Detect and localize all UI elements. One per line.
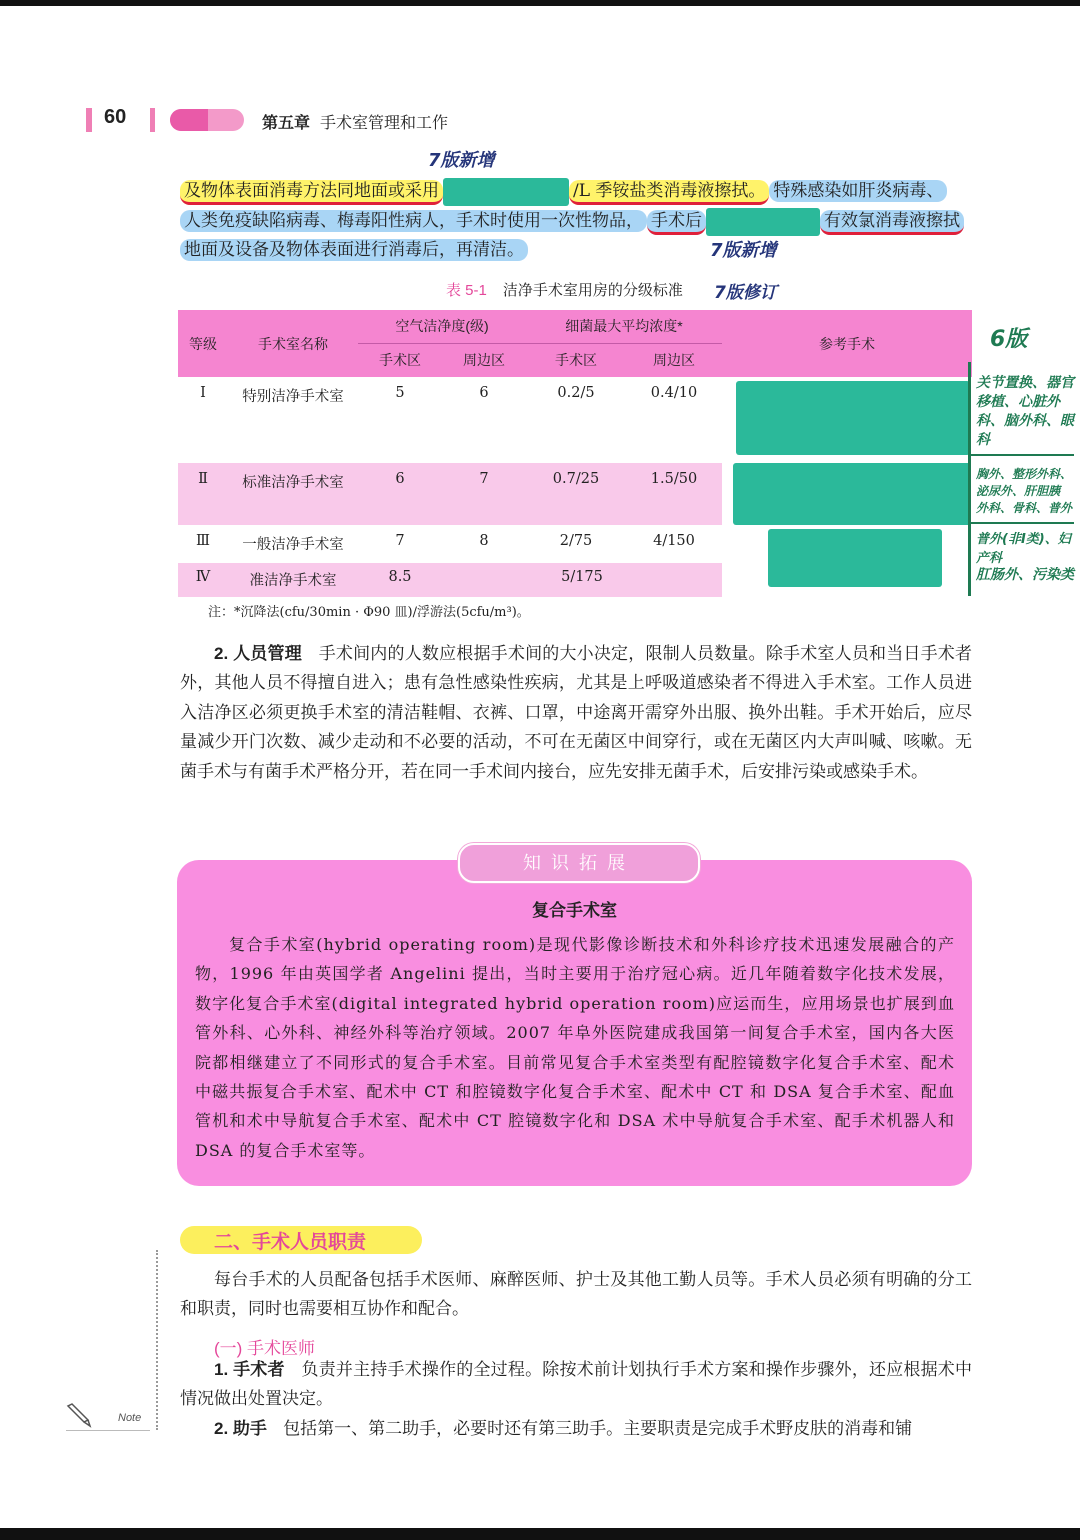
col-header-grade: 等级 (189, 335, 217, 352)
intro-line-3 (180, 235, 528, 260)
cell-grade: Ⅲ (196, 533, 210, 549)
cell-air-peri: 7 (479, 471, 489, 487)
item-text: 包括第一、第二助手，必要时还有第三助手。主要职责是完成手术野皮肤的消毒和铺 (283, 1419, 913, 1439)
knowledge-title: 复合手术室 (532, 901, 617, 920)
cell-name: 准洁净手术室 (249, 573, 337, 589)
cell-air-op: 5 (395, 385, 405, 401)
item-assistant (180, 1414, 972, 1444)
handwritten-note: 7版新增 (428, 150, 495, 171)
cell-air-op: 7 (395, 533, 405, 549)
handwritten-line: 泌尿外、肝胆胰 (976, 484, 1061, 498)
note-line (66, 1430, 150, 1431)
handwritten-note (976, 374, 1080, 450)
col-header-bacteria: 细菌最大平均浓度* (526, 310, 722, 343)
highlight-blue: 有效氯消毒液擦拭 (820, 210, 964, 235)
handwritten-note (976, 466, 1072, 517)
cell-air-peri: 6 (479, 385, 489, 401)
cell-air-op: 6 (395, 471, 405, 487)
chapter-title: 手术室管理和工作 (320, 115, 449, 132)
top-edge (0, 0, 1080, 6)
redaction-mask (768, 529, 942, 587)
margin-dotted-line (156, 1250, 158, 1430)
cell-reference (722, 377, 972, 463)
col-header-op-area: 手术区 (555, 352, 597, 369)
cell-grade: Ⅱ (198, 471, 208, 487)
handwritten-note: 普外(非I类)、妇产科 (976, 532, 1071, 566)
knowledge-text: 复合手术室(hybrid operating room)是现代影像诊断技术和外科诊疗技术迅速发展融合的产物，1996 年由英国学者 Angelini 提出，当时主要用于治疗冠心病。近几年随着数字化技术发展，数字化复合手术室(digital integrated hybrid operation room)应运而生，应用场景也扩展到血管外科、心外科、神经外科等治疗领域。2007 年阜外医院建成我国第一间复合手术室，国内各大医院都相继建立了不同形式的复合手术室。目前常见复合手术室类型有配腔镜数字化复合手术室、配术中磁共振复合手术室、配术中 CT 和腔镜数字化复合手术室、配术中 CT 和 DSA 复合手术室、配血管机和术中导航复合手术室、配术中 CT 腔镜数字化和 DSA 术中导航复合手术室、配手术机器人和 DSA 的复合手术室等。 (195, 935, 955, 1160)
col-header-op-area: 手术区 (379, 352, 421, 369)
handwritten-line: 科、脑外科、眼科 (976, 413, 1074, 448)
cell-air-peri: 8 (479, 533, 489, 549)
highlight-yellow: 及物体表面消毒方法同地面或采用 (180, 180, 443, 205)
highlight-yellow: /L 季铵盐类消毒液擦拭。 (569, 180, 769, 205)
cell-reference (722, 463, 972, 525)
handwritten-line: 移植、心脏外 (976, 394, 1060, 410)
cell-reference (722, 525, 972, 597)
col-header-air: 空气洁净度(级) (358, 310, 526, 343)
item-text: 负责并主持手术操作的全过程。除按术前计划执行手术方案和操作步骤外，还应根据术中情况做出处置决定。 (180, 1360, 973, 1410)
knowledge-body (195, 930, 955, 1165)
table-number: 表 5-1 (446, 282, 487, 299)
handwritten-note: 7版修订 (714, 283, 777, 303)
cell-air-op: 8.5 (388, 569, 412, 585)
handwritten-line: 胸外、整形外科、 (976, 467, 1073, 481)
item-surgeon (180, 1355, 972, 1415)
cell-bact-merged: 5/175 (561, 569, 603, 585)
paragraph-lead: 2. 人员管理 (214, 644, 302, 663)
cell-bact-op: 2/75 (559, 533, 593, 549)
cell-bact-peri: 0.4/10 (650, 385, 698, 401)
table-caption (446, 279, 683, 300)
highlight-blue: 特殊感染如肝炎病毒、 (769, 180, 947, 202)
item-lead: 2. 助手 (214, 1419, 267, 1438)
handwritten-line: 外科、骨科、普外 (976, 501, 1073, 515)
cell-name: 特别洁净手术室 (242, 389, 344, 405)
table-row (178, 463, 972, 525)
header-accent-bar (150, 108, 155, 132)
knowledge-tab: 知识拓展 (458, 843, 700, 883)
cell-bact-peri: 4/150 (653, 533, 695, 549)
col-header-peri-area: 周边区 (653, 352, 695, 369)
cell-name: 一般洁净手术室 (242, 537, 344, 553)
cell-name: 标准洁净手术室 (242, 475, 344, 491)
paragraph-text: 手术间内的人数应根据手术间的大小决定，限制人员数量。除手术室人员和当日手术者外，其他人员不得擅自进入；患有急性感染性疾病，尤其是上呼吸道感染者不得进入手术室。工作人员进入洁净区必须更换手术室的清洁鞋帽、衣裤、口罩，中途离开需穿外出服、换外出鞋。手术开始后，应尽量减少开门次数、减少走动和不必要的活动，不可在无菌区中间穿行，或在无菌区内大声叫喊、咳嗽。无菌手术与有菌手术严格分开，若在同一手术间内接台，应先安排无菌手术，后安排污染或感染手术。 (180, 644, 972, 782)
col-header-name: 手术室名称 (258, 335, 328, 352)
handwritten-line: 关节置换、器官 (976, 375, 1074, 391)
subsection-heading: (一) 手术医师 (214, 1339, 316, 1358)
col-header-peri-area: 周边区 (463, 352, 505, 369)
note-label: Note (118, 1412, 142, 1424)
highlight-blue: 手术后 (647, 210, 706, 235)
cell-bact-peri: 1.5/50 (650, 471, 698, 487)
handwritten-divider (968, 522, 1074, 524)
personnel-paragraph (180, 639, 972, 787)
pencil-icon (64, 1400, 94, 1428)
table-footnote: 注：*沉降法(cfu/30min · Φ90 皿)/浮游法(5cfu/m³)。 (208, 605, 530, 620)
cell-grade: Ⅰ (200, 385, 206, 401)
redaction-mask (733, 463, 971, 525)
handwritten-note: 6版 (990, 327, 1028, 352)
item-lead: 1. 手术者 (214, 1360, 285, 1379)
col-header-reference: 参考手术 (819, 335, 875, 352)
intro-line-1 (180, 176, 947, 206)
highlight-blue: 地面及设备及物体表面进行消毒后，再清洁。 (180, 239, 528, 261)
section-heading-text: 二、手术人员职责 (214, 1232, 367, 1253)
page-number: 60 (104, 106, 127, 128)
bottom-edge (0, 1528, 1080, 1540)
cleanroom-grade-table (178, 310, 972, 597)
section-heading (180, 1226, 422, 1254)
header-pill-decoration (170, 109, 244, 131)
chapter-number: 第五章 (262, 115, 311, 132)
table-row (178, 525, 972, 563)
section-intro-text: 每台手术的人员配备包括手术医师、麻醉医师、护士及其他工勤人员等。手术人员必须有明确的分工和职责，同时也需要相互协作和配合。 (180, 1270, 972, 1320)
handwritten-bracket (968, 362, 971, 596)
handwritten-note: 7版新增 (710, 240, 777, 261)
redaction-mask (443, 178, 569, 206)
redaction-mask (706, 208, 820, 236)
highlight-blue: 人类免疫缺陷病毒、梅毒阳性病人，手术时使用一次性物品， (180, 210, 647, 232)
header-accent-bar (86, 108, 92, 132)
cell-bact-op: 0.2/5 (557, 385, 595, 401)
chapter-heading (262, 110, 448, 133)
table-title: 洁净手术室用房的分级标准 (502, 282, 683, 299)
knowledge-box (177, 860, 972, 1186)
cell-grade: Ⅳ (195, 569, 211, 585)
redaction-mask (736, 381, 970, 455)
intro-line-2 (180, 206, 964, 236)
section-intro (180, 1266, 972, 1325)
handwritten-note: 肛肠外、污染类 (976, 567, 1074, 583)
handwritten-divider (968, 454, 1074, 456)
cell-bact-op: 0.7/25 (552, 471, 600, 487)
table-row (178, 377, 972, 463)
